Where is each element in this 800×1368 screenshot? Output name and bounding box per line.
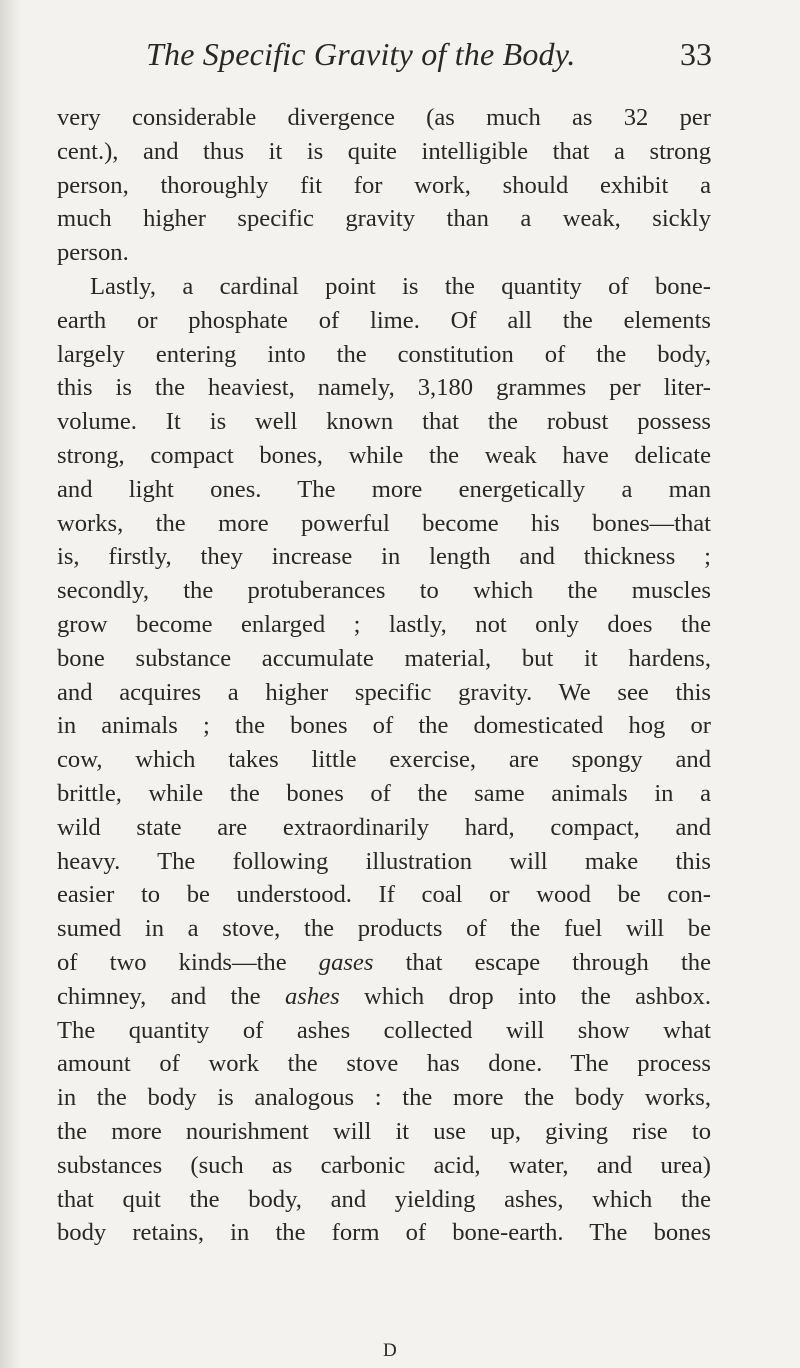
text-line: strong, compact bones, while the weak have delicate: [57, 441, 711, 469]
text-segment: which drop into the ashbox.: [339, 982, 711, 1010]
page-number: 33: [680, 36, 712, 72]
text-line: works, the more powerful become his bones—that: [57, 509, 711, 537]
italic-term-gases: gases: [318, 948, 374, 976]
text-line-with-italic: [57, 980, 711, 1014]
text-line: person.: [57, 239, 129, 267]
text-line: is, firstly, they increase in length and thickness ;: [57, 543, 711, 571]
running-title: The Specific Gravity of the Body.: [146, 36, 576, 72]
text-line: and acquires a higher specific gravity. We see this: [57, 678, 711, 706]
text-line: that quit the body, and yielding ashes, which the: [57, 1185, 711, 1213]
text-line: heavy. The following illustration will make this: [57, 847, 711, 875]
signature-mark: D: [383, 1340, 397, 1361]
text-line: brittle, while the bones of the same animals in a: [57, 779, 711, 807]
text-line: sumed in a stove, the products of the fuel will be: [57, 915, 711, 943]
text-line: bone substance accumulate material, but it hardens,: [57, 644, 711, 672]
text-line: grow become enlarged ; lastly, not only does the: [57, 610, 711, 638]
text-line: very considerable divergence (as much as 32 per: [57, 104, 711, 131]
text-line: Lastly, a cardinal point is the quantity of bone-: [90, 272, 711, 300]
text-line: largely entering into the constitution of the body,: [57, 340, 711, 368]
text-line: in the body is analogous : the more the body works,: [57, 1084, 711, 1112]
text-line: in animals ; the bones of the domesticated hog or: [57, 712, 711, 740]
text-line-with-italic: [57, 946, 711, 980]
text-line: easier to be understood. If coal or wood be con-: [57, 881, 711, 909]
text-line: body retains, in the form of bone-earth. The bones: [57, 1219, 711, 1247]
text-line: amount of work the stove has done. The process: [57, 1050, 711, 1078]
italic-term-ashes: ashes: [285, 982, 340, 1010]
text-line: secondly, the protuberances to which the muscles: [57, 577, 711, 605]
page-header: [146, 36, 712, 80]
text-line: earth or phosphate of lime. Of all the elements: [57, 306, 711, 334]
text-line: cent.), and thus it is quite intelligible that a strong: [57, 137, 711, 165]
text-line: person, thoroughly fit for work, should exhibit a: [57, 171, 711, 199]
text-line: substances (such as carbonic acid, water, and urea): [57, 1151, 711, 1179]
text-line: The quantity of ashes collected will show what: [57, 1016, 711, 1044]
text-line: the more nourishment will it use up, giving rise to: [57, 1117, 711, 1145]
text-line: much higher specific gravity than a weak, sickly: [57, 205, 711, 233]
page-binding-edge: [0, 0, 22, 1368]
text-line: and light ones. The more energetically a man: [57, 475, 711, 503]
text-line: cow, which takes little exercise, are spongy and: [57, 746, 711, 774]
text-segment: chimney, and the: [57, 982, 285, 1010]
body-text: [57, 101, 711, 1250]
text-segment: that escape through the: [373, 948, 711, 976]
text-segment: of two kinds—the: [57, 948, 319, 976]
text-line: volume. It is well known that the robust possess: [57, 408, 711, 436]
text-line: wild state are extraordinarily hard, compact, and: [57, 813, 711, 841]
text-line: this is the heaviest, namely, 3,180 grammes per liter-: [57, 374, 711, 402]
